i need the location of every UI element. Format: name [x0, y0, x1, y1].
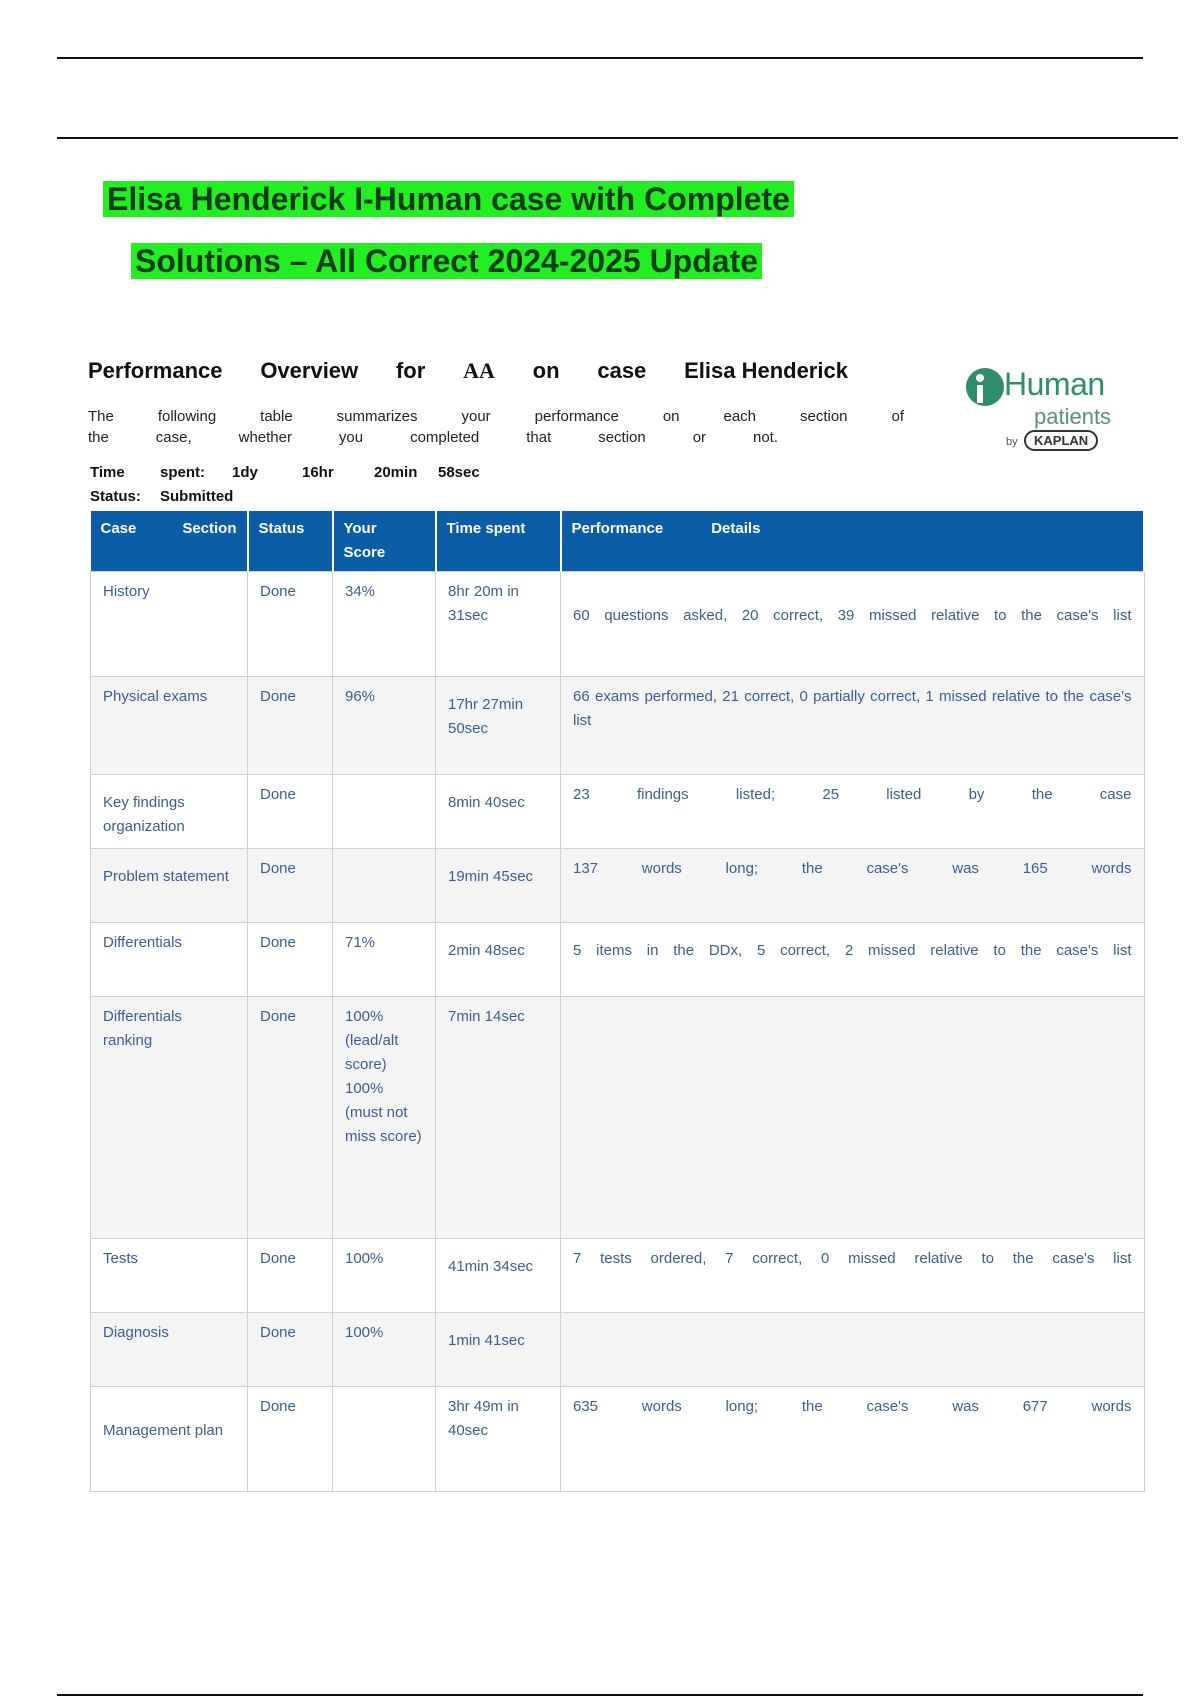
- table-row: Tests Done 100% 41min 34sec 7 tests ordered, 7 correct, 0 missed relative to the case's list: [91, 1239, 1145, 1313]
- bottom-rule: [57, 1694, 1143, 1696]
- table-row: Key findings organization Done 8min 40sec 23 findings listed; 25 listed by the case: [91, 775, 1145, 849]
- overview-heading: Performance Overview for AA on case Elisa Henderick: [88, 358, 848, 383]
- table-row: History Done 34% 8hr 20m in 31sec 60 questions asked, 20 correct, 39 missed relative to the case's list: [91, 572, 1145, 677]
- ihuman-patients-logo: Human patients by KAPLAN: [962, 366, 1132, 462]
- submission-status: Status: Submitted: [90, 488, 234, 505]
- header-rule: [57, 137, 1178, 139]
- performance-table: [90, 511, 1145, 1492]
- overview-description-line-2: the case, whether you completed that section or not.: [88, 429, 778, 446]
- header-case-section: Case Section: [91, 511, 248, 572]
- header-your-score: Your Score: [333, 511, 436, 572]
- table-row: Physical exams Done 96% 17hr 27min 50sec 66 exams performed, 21 correct, 0 partially correct, 1 missed relative to the case's list: [91, 677, 1145, 775]
- table-row: Differentials Done 71% 2min 48sec 5 items in the DDx, 5 correct, 2 missed relative to the case's list: [91, 923, 1145, 997]
- document-title-line-2: Solutions – All Correct 2024-2025 Update: [131, 240, 762, 282]
- header-time-spent: Time spent: [436, 511, 561, 572]
- overview-description-line-1: The following table summarizes your performance on each section of: [88, 408, 904, 425]
- table-row: Problem statement Done 19min 45sec 137 words long; the case's was 165 words: [91, 849, 1145, 923]
- table-row: Diagnosis Done 100% 1min 41sec: [91, 1313, 1145, 1387]
- header-performance-details: Performance Details: [561, 511, 1145, 572]
- table-row: Management plan Done 3hr 49m in 40sec 635 words long; the case's was 677 words: [91, 1387, 1145, 1492]
- top-rule: [57, 57, 1143, 59]
- ihuman-mark-icon: [966, 368, 1004, 406]
- document-title-line-1: Elisa Henderick I-Human case with Complete: [103, 178, 794, 220]
- time-spent: Time spent: 1dy 16hr 20min 58sec: [90, 464, 480, 481]
- header-status: Status: [248, 511, 333, 572]
- table-row: Differentials ranking Done 100% (lead/alt score) 100% (must not miss score) 7min 14sec: [91, 997, 1145, 1239]
